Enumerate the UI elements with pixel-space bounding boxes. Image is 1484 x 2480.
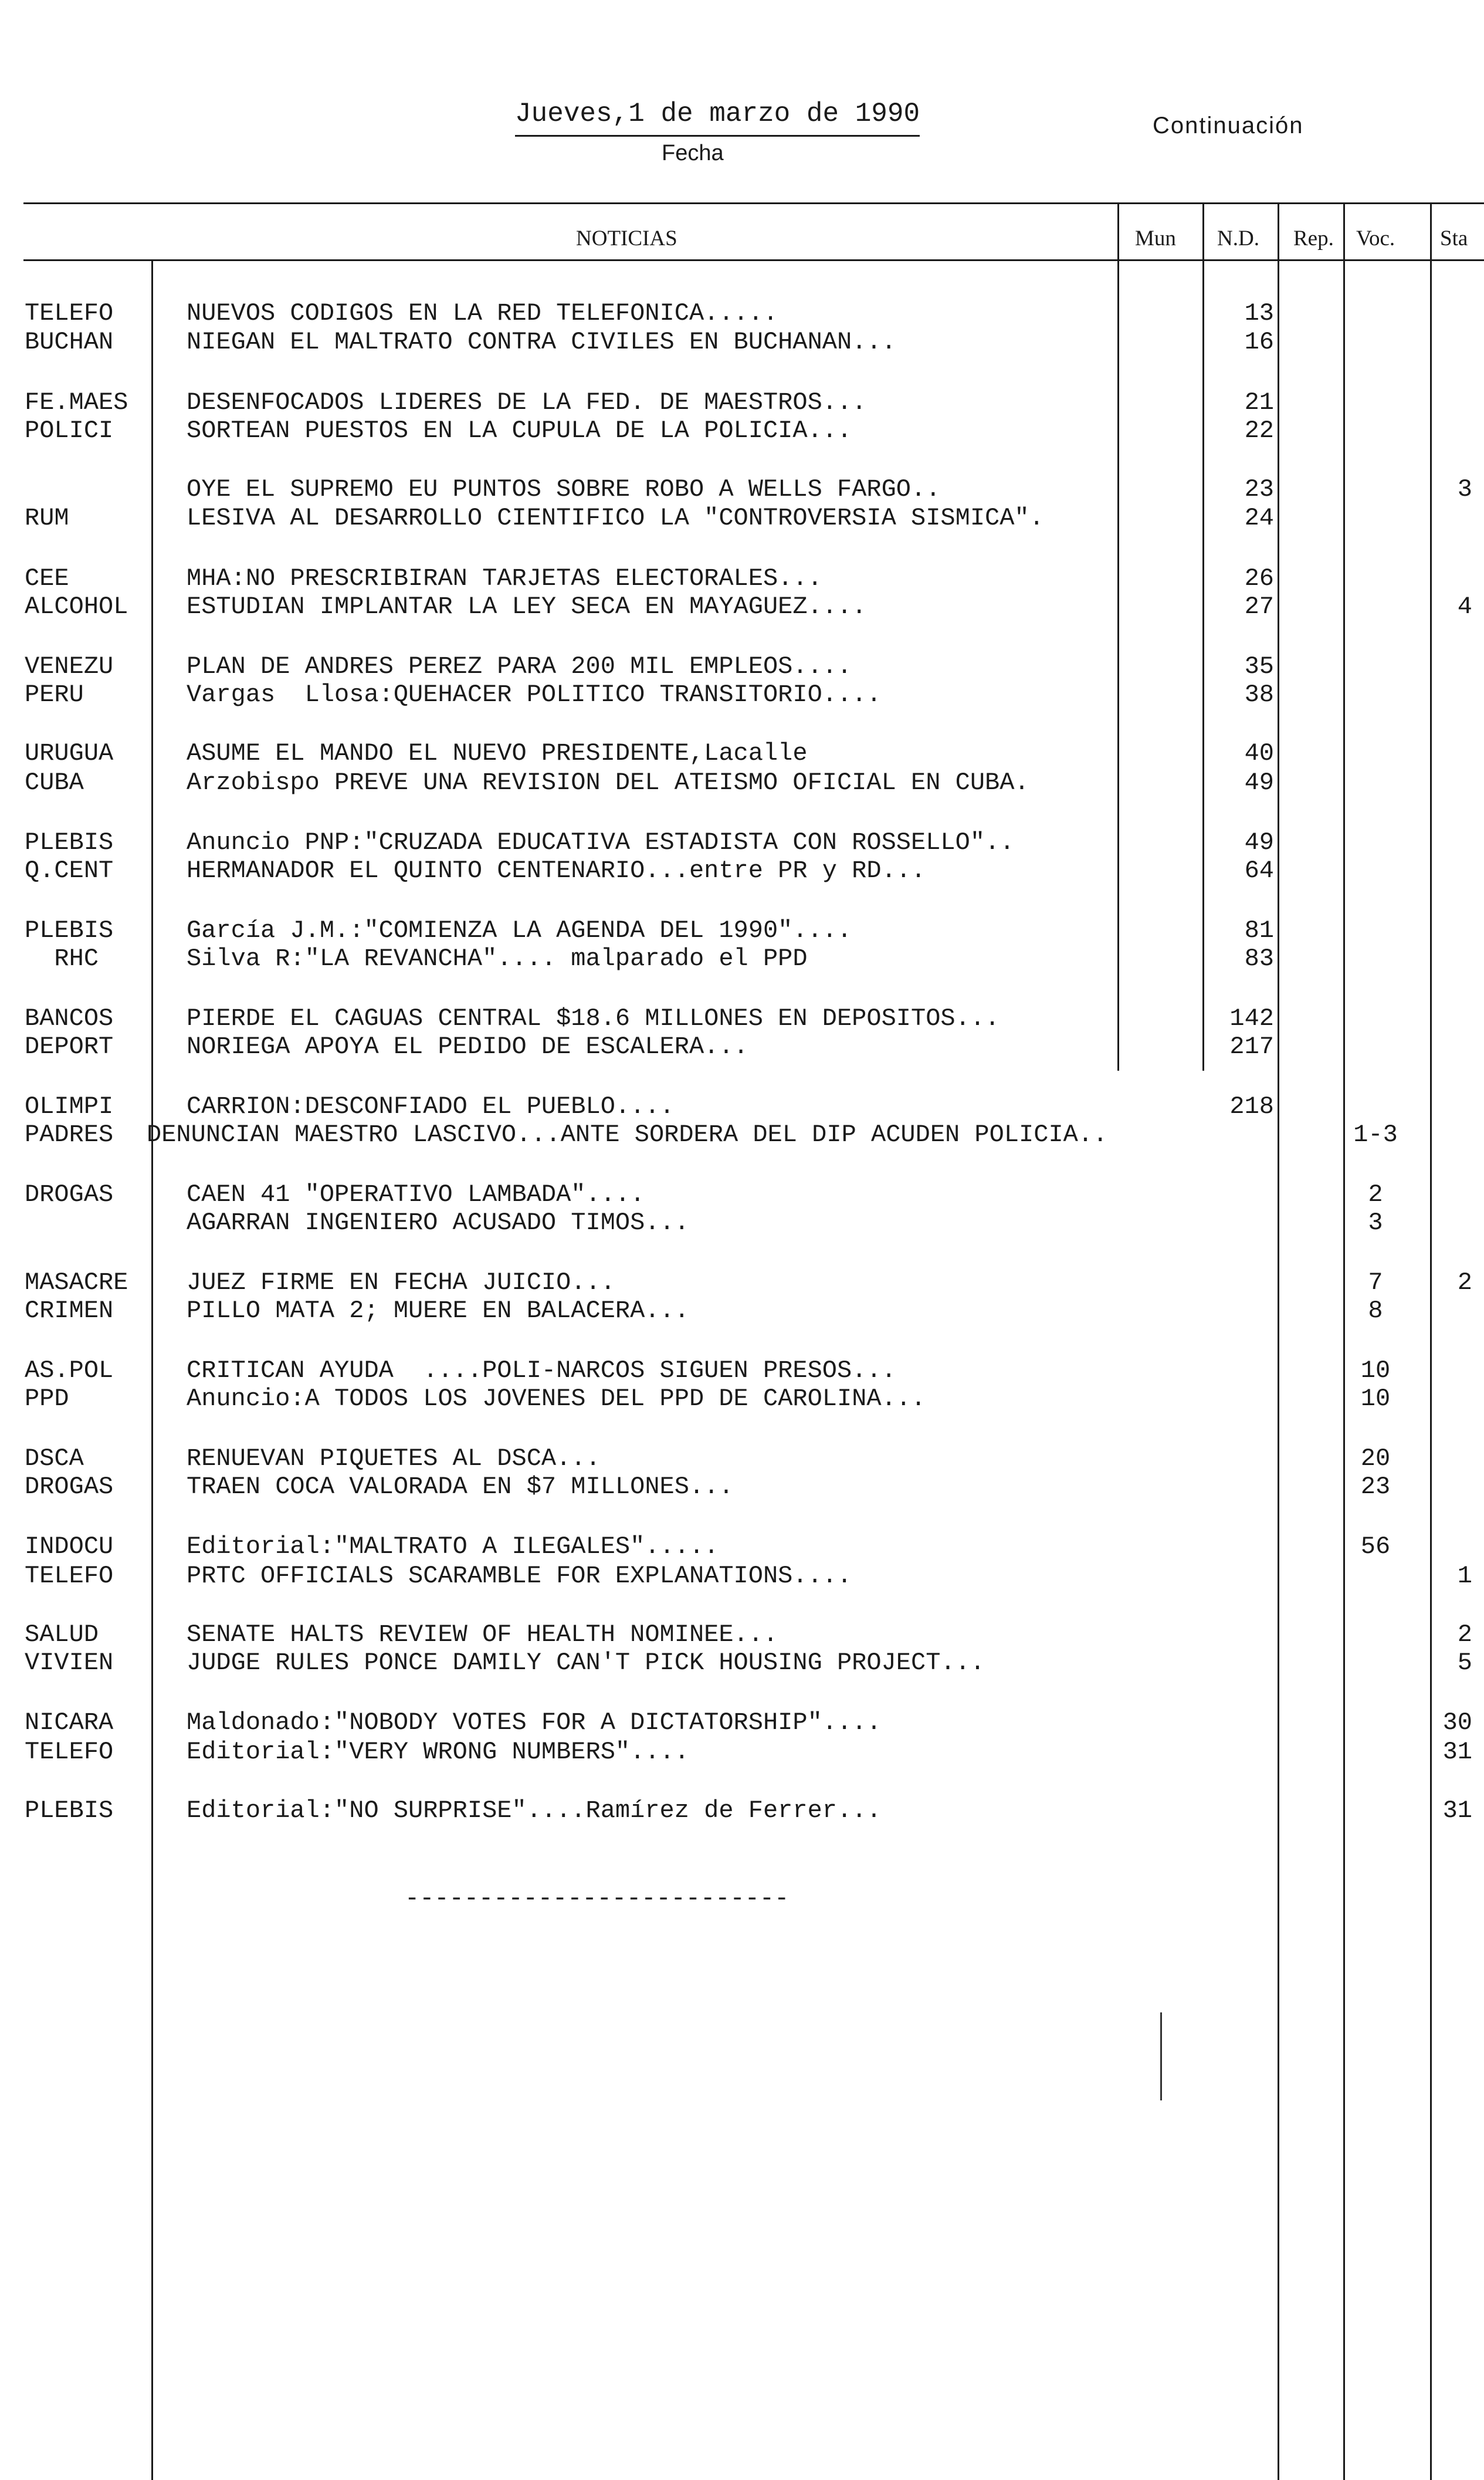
row-category: AS.POL — [25, 1356, 114, 1385]
row-sta: 2 — [1457, 1268, 1472, 1297]
row-sta: 31 — [1442, 1738, 1472, 1766]
row-nd: 40 — [1244, 739, 1274, 767]
row-headline: PILLO MATA 2; MUERE EN BALACERA... — [187, 1297, 689, 1325]
row-category: Q.CENT — [25, 857, 114, 885]
row-nd: 218 — [1229, 1092, 1274, 1121]
row-category: VIVIEN — [25, 1649, 114, 1677]
table-header-rule — [23, 259, 1484, 261]
table-row — [0, 855, 1484, 886]
row-category: RHC — [25, 945, 99, 973]
row-headline: OYE EL SUPREMO EU PUNTOS SOBRE ROBO A WELLS FARGO.. — [187, 475, 941, 503]
row-nd: 27 — [1244, 593, 1274, 621]
row-headline: DESENFOCADOS LIDERES DE LA FED. DE MAESTROS... — [187, 388, 867, 417]
row-headline: DENUNCIAN MAESTRO LASCIVO...ANTE SORDERA DEL DIP ACUDEN POLICIA.. — [147, 1121, 1108, 1149]
row-headline: Maldonado:"NOBODY VOTES FOR A DICTATORSHIP".... — [187, 1708, 882, 1737]
date-underline — [515, 135, 920, 137]
row-category: RUM — [25, 504, 69, 532]
row-category: BUCHAN — [25, 328, 114, 356]
table-row — [0, 943, 1484, 974]
header-nd: N.D. — [1217, 226, 1259, 251]
table-row — [0, 1295, 1484, 1326]
row-category: DROGAS — [25, 1180, 114, 1209]
row-nd: 21 — [1244, 388, 1274, 417]
sta-column-divider — [1430, 202, 1432, 2480]
header-noticias: NOTICIAS — [576, 226, 677, 251]
header-mun: Mun — [1135, 226, 1176, 251]
row-category: DSCA — [25, 1444, 84, 1473]
row-headline: NORIEGA APOYA EL PEDIDO DE ESCALERA... — [187, 1033, 748, 1061]
row-voc: 7 — [1368, 1268, 1383, 1297]
table-row — [0, 1531, 1484, 1562]
row-nd: 49 — [1244, 828, 1274, 857]
row-headline: TRAEN COCA VALORADA EN $7 MILLONES... — [187, 1473, 734, 1501]
table-row — [0, 1003, 1484, 1034]
row-nd: 22 — [1244, 417, 1274, 445]
row-nd: 23 — [1244, 475, 1274, 503]
row-category: VENEZU — [25, 652, 114, 681]
table-row — [0, 387, 1484, 418]
row-voc: 23 — [1360, 1473, 1391, 1501]
table-row — [0, 1355, 1484, 1386]
row-headline: CAEN 41 "OPERATIVO LAMBADA".... — [187, 1180, 645, 1209]
table-top-rule — [23, 202, 1484, 204]
table-row — [0, 1737, 1484, 1767]
table-row — [0, 1267, 1484, 1298]
row-category: OLIMPI — [25, 1092, 114, 1121]
row-headline: ASUME EL MANDO EL NUEVO PRESIDENTE,Lacalle — [187, 739, 808, 767]
row-headline: García J.M.:"COMIENZA LA AGENDA DEL 1990".... — [187, 916, 852, 945]
row-headline: MHA:NO PRESCRIBIRAN TARJETAS ELECTORALES... — [187, 564, 822, 593]
table-row — [0, 563, 1484, 594]
row-sta: 4 — [1457, 593, 1472, 621]
header-rep: Rep. — [1293, 226, 1334, 251]
row-nd: 26 — [1244, 564, 1274, 593]
row-nd: 49 — [1244, 769, 1274, 797]
row-category: PLEBIS — [25, 916, 114, 945]
row-nd: 64 — [1244, 857, 1274, 885]
row-category: CRIMEN — [25, 1297, 114, 1325]
row-voc: 1-3 — [1353, 1121, 1398, 1149]
row-headline: SENATE HALTS REVIEW OF HEALTH NOMINEE... — [187, 1620, 778, 1649]
row-category: INDOCU — [25, 1532, 114, 1561]
row-category: DEPORT — [25, 1033, 114, 1061]
row-category: CUBA — [25, 769, 84, 797]
table-row — [0, 1383, 1484, 1414]
row-category: TELEFO — [25, 1562, 114, 1590]
end-separator: -------------------------- — [405, 1884, 790, 1913]
row-category: BANCOS — [25, 1004, 114, 1033]
row-category: POLICI — [25, 417, 114, 445]
row-headline: CARRION:DESCONFIADO EL PUEBLO.... — [187, 1092, 675, 1121]
table-row — [0, 651, 1484, 682]
table-row — [0, 415, 1484, 446]
row-category: NICARA — [25, 1708, 114, 1737]
row-category: SALUD — [25, 1620, 99, 1649]
table-row — [0, 767, 1484, 798]
table-row — [0, 591, 1484, 622]
row-sta: 31 — [1442, 1796, 1472, 1825]
table-row — [0, 1207, 1484, 1238]
row-headline: NIEGAN EL MALTRATO CONTRA CIVILES EN BUCHANAN... — [187, 328, 896, 356]
row-headline: NUEVOS CODIGOS EN LA RED TELEFONICA..... — [187, 299, 778, 327]
row-nd: 13 — [1244, 299, 1274, 327]
row-headline: HERMANADOR EL QUINTO CENTENARIO...entre PR y RD... — [187, 857, 926, 885]
row-voc: 56 — [1360, 1532, 1391, 1561]
row-headline: Vargas Llosa:QUEHACER POLITICO TRANSITORIO.... — [187, 681, 882, 709]
voc-column-divider — [1343, 202, 1345, 2480]
table-row — [0, 1471, 1484, 1502]
table-row — [0, 1091, 1484, 1122]
table-row — [0, 827, 1484, 858]
row-headline: JUDGE RULES PONCE DAMILY CAN'T PICK HOUSING PROJECT... — [187, 1649, 985, 1677]
rep-column-divider — [1278, 202, 1279, 2480]
row-voc: 8 — [1368, 1297, 1383, 1325]
row-headline: ESTUDIAN IMPLANTAR LA LEY SECA EN MAYAGUEZ.... — [187, 593, 867, 621]
row-headline: Editorial:"NO SURPRISE"....Ramírez de Ferrer... — [187, 1796, 882, 1825]
header-voc: Voc. — [1356, 226, 1395, 251]
table-row — [0, 1031, 1484, 1062]
row-voc: 3 — [1368, 1209, 1383, 1237]
header-sta: Sta — [1440, 226, 1468, 251]
row-category: DROGAS — [25, 1473, 114, 1501]
row-nd: 81 — [1244, 916, 1274, 945]
row-nd: 217 — [1229, 1033, 1274, 1061]
row-sta: 3 — [1457, 475, 1472, 503]
row-nd: 83 — [1244, 945, 1274, 973]
row-category: TELEFO — [25, 1738, 114, 1766]
table-row — [0, 1795, 1484, 1826]
table-row — [0, 915, 1484, 946]
row-headline: Editorial:"MALTRATO A ILEGALES"..... — [187, 1532, 719, 1561]
row-category: FE.MAES — [25, 388, 128, 417]
row-voc: 20 — [1360, 1444, 1391, 1473]
row-nd: 35 — [1244, 652, 1274, 681]
row-headline: LESIVA AL DESARROLLO CIENTIFICO LA "CONTROVERSIA SISMICA". — [187, 504, 1044, 532]
date-value: Jueves,1 de marzo de 1990 — [515, 99, 920, 129]
row-category: PLEBIS — [25, 828, 114, 857]
row-voc: 2 — [1368, 1180, 1383, 1209]
table-row — [0, 1707, 1484, 1738]
row-category: MASACRE — [25, 1268, 128, 1297]
row-headline: SORTEAN PUESTOS EN LA CUPULA DE LA POLICIA... — [187, 417, 852, 445]
table-row — [0, 1647, 1484, 1678]
row-nd: 38 — [1244, 681, 1274, 709]
row-headline: JUEZ FIRME EN FECHA JUICIO... — [187, 1268, 615, 1297]
continuation-label: Continuación — [1153, 113, 1304, 138]
row-category: CEE — [25, 564, 69, 593]
row-category: TELEFO — [25, 299, 114, 327]
row-category: PPD — [25, 1385, 69, 1413]
row-headline: PIERDE EL CAGUAS CENTRAL $18.6 MILLONES EN DEPOSITOS... — [187, 1004, 1000, 1033]
table-row — [0, 1619, 1484, 1650]
row-headline: Editorial:"VERY WRONG NUMBERS".... — [187, 1738, 689, 1766]
row-category: ALCOHOL — [25, 593, 128, 621]
row-sta: 30 — [1442, 1708, 1472, 1737]
row-headline: AGARRAN INGENIERO ACUSADO TIMOS... — [187, 1209, 689, 1237]
table-row — [0, 1179, 1484, 1210]
row-nd: 142 — [1229, 1004, 1274, 1033]
row-category: URUGUA — [25, 739, 114, 767]
row-category: PERU — [25, 681, 84, 709]
row-headline: Anuncio:A TODOS LOS JOVENES DEL PPD DE CAROLINA... — [187, 1385, 926, 1413]
row-nd: 24 — [1244, 504, 1274, 532]
row-sta: 2 — [1457, 1620, 1472, 1649]
table-row — [0, 327, 1484, 357]
row-headline: CRITICAN AYUDA ....POLI-NARCOS SIGUEN PRESOS... — [187, 1356, 896, 1385]
row-voc: 10 — [1360, 1385, 1391, 1413]
table-row — [0, 1443, 1484, 1474]
table-row — [0, 298, 1484, 329]
table-row — [0, 1119, 1484, 1150]
row-nd: 16 — [1244, 328, 1274, 356]
row-category: PLEBIS — [25, 1796, 114, 1825]
date-label: Fecha — [662, 141, 724, 165]
row-headline: Silva R:"LA REVANCHA".... malparado el PPD — [187, 945, 808, 973]
row-sta: 5 — [1457, 1649, 1472, 1677]
row-headline: PLAN DE ANDRES PEREZ PARA 200 MIL EMPLEOS.... — [187, 652, 852, 681]
table-row — [0, 1561, 1484, 1591]
row-headline: RENUEVAN PIQUETES AL DSCA... — [187, 1444, 601, 1473]
pen-mark — [1160, 2012, 1162, 2100]
table-row — [0, 679, 1484, 710]
row-headline: Anuncio PNP:"CRUZADA EDUCATIVA ESTADISTA CON ROSSELLO".. — [187, 828, 1015, 857]
table-row — [0, 474, 1484, 505]
table-row — [0, 503, 1484, 533]
row-category: PADRES — [25, 1121, 114, 1149]
row-sta: 1 — [1457, 1562, 1472, 1590]
row-voc: 10 — [1360, 1356, 1391, 1385]
row-headline: Arzobispo PREVE UNA REVISION DEL ATEISMO OFICIAL EN CUBA. — [187, 769, 1029, 797]
table-row — [0, 738, 1484, 769]
row-headline: PRTC OFFICIALS SCARAMBLE FOR EXPLANATIONS.... — [187, 1562, 852, 1590]
